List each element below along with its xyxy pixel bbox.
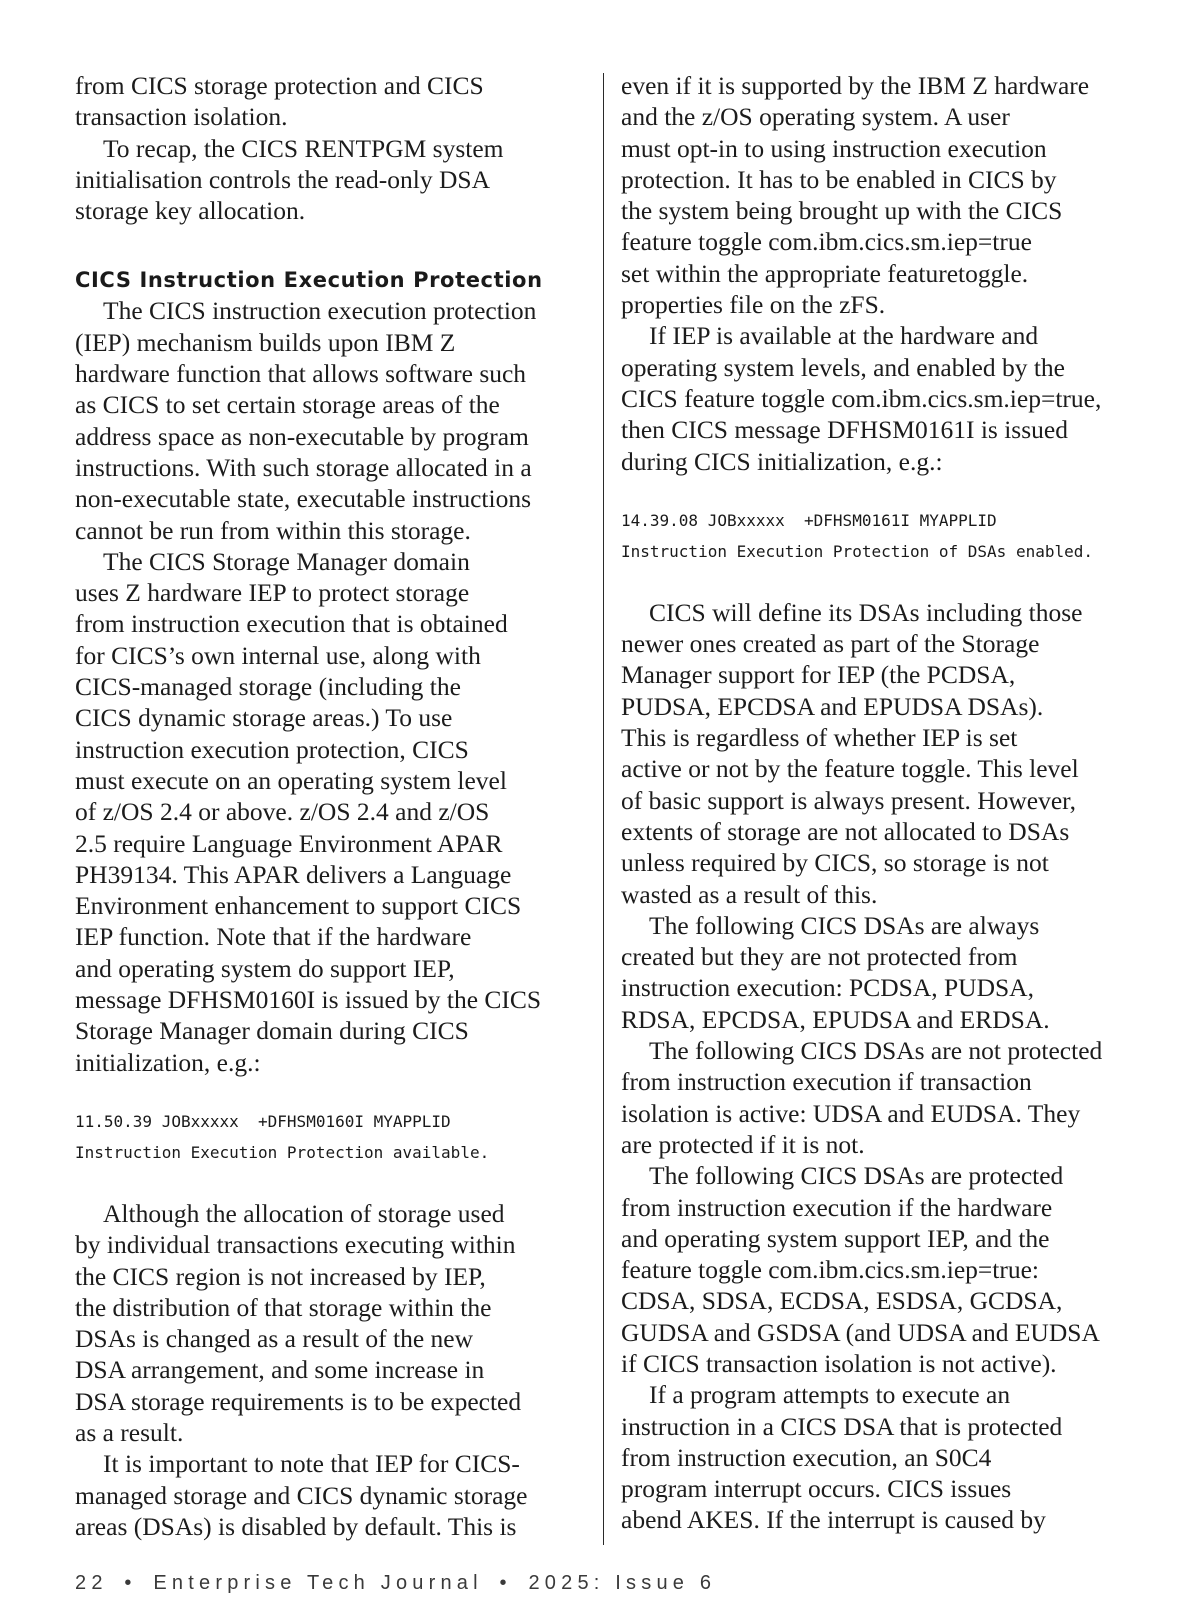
issue-label: 2025: Issue 6 [528, 1572, 717, 1594]
code-block [621, 505, 1136, 567]
publication-name: Enterprise Tech Journal [153, 1572, 483, 1594]
paragraph: Although the allocation of storage used by individual transactions executing within the CICS region is not increased by IEP, the distribution of that storage within the DSAs is changed as a result of the new DSA arrangement, and some increase in DSA storage requirements is to be expected as a result. [75, 1198, 522, 1447]
bullet-separator: • [499, 1572, 512, 1594]
column-divider [603, 73, 604, 1545]
right-column [621, 70, 1136, 1536]
paragraph: If a program attempts to execute an instruction in a CICS DSA that is protected from instruction execution, an S0C4 program interrupt occurs. CICS issues abend AKES. If the interrupt is caused by [621, 1380, 1063, 1535]
paragraph: If IEP is available at the hardware and operating system levels, and enabled by the CICS feature toggle com.ibm.cics.sm.iep=true, then CICS message DFHSM0161I is issued during CICS initialization, e.g.: [621, 321, 1102, 476]
section-heading: CICS Instruction Execution Protection [75, 268, 543, 293]
paragraph: even if it is supported by the IBM Z hardware and the z/OS operating system. A user must opt-in to using instruction execution protection. It has to be enabled in CICS by the system being brought up with the CICS feature toggle com.ibm.cics.sm.iep=true set within the appropriate featuretoggle. properties file on the zFS. [621, 71, 1090, 320]
paragraph: from CICS storage protection and CICS transaction isolation. [75, 71, 484, 132]
paragraph: The CICS Storage Manager domain uses Z hardware IEP to protect storage from instruction execution that is obtained for CICS’s own internal use, along with CICS-managed storage (including the CICS dynamic storage areas.) To use instruction execution protection, CICS must execute on an operating system level of z/OS 2.4 or above. z/OS 2.4 and z/OS 2.5 require Language Environment APAR PH39134. This APAR delivers a Language Environment enhancement to support CICS IEP function. Note that if the hardware and operating system do support IEP, message DFHSM0160I is issued by the CICS Storage Manager domain during CICS initialization, e.g.: [75, 546, 542, 1077]
paragraph: The following CICS DSAs are not protected from instruction execution if transaction isolation is active: UDSA and EUDSA. They are protected if it is not. [621, 1036, 1103, 1159]
code-line: 14.39.08 JOBxxxxx +DFHSM0161I MYAPPLID [621, 510, 997, 530]
paragraph: To recap, the CICS RENTPGM system initialisation controls the read-only DSA storage key allocation. [75, 133, 504, 226]
code-line: 11.50.39 JOBxxxxx +DFHSM0160I MYAPPLID [75, 1111, 451, 1131]
code-line: Instruction Execution Protection of DSAs enabled. [621, 541, 1094, 561]
page-footer [75, 1572, 716, 1595]
paragraph: The following CICS DSAs are protected from instruction execution if the hardware and operating system support IEP, and the feature toggle com.ibm.cics.sm.iep=true: CDSA, SDSA, ECDSA, ESDSA, GCDSA, GUDSA and GSDSA (and UDSA and EUDSA if CICS transaction isolation is not active). [621, 1161, 1100, 1378]
code-block [75, 1106, 580, 1168]
paragraph: The CICS instruction execution protection (IEP) mechanism builds upon IBM Z hardware function that allows software such as CICS to set certain storage areas of the address space as non-executable by program instructions. With such storage allocated in a non-executable state, executable instructions cannot be run from within this storage. [75, 296, 537, 545]
left-column [75, 70, 580, 1542]
bullet-separator: • [124, 1572, 137, 1594]
paragraph: The following CICS DSAs are always created but they are not protected from instruction execution: PCDSA, PUDSA, RDSA, EPCDSA, EPUDSA and ERDSA. [621, 910, 1050, 1034]
paragraph: CICS will define its DSAs including those newer ones created as part of the Storage Manager support for IEP (the PCDSA, PUDSA, EPCDSA and EPUDSA DSAs). This is regardless of whether IEP is set active or not by the feature toggle. This level of basic support is always present. However, extents of storage are not allocated to DSAs unless required by CICS, so storage is not wasted as a result of this. [621, 597, 1083, 909]
page-number: 22 [75, 1572, 108, 1594]
paragraph: It is important to note that IEP for CICS- managed storage and CICS dynamic storage areas (DSAs) is disabled by default. This is [75, 1449, 528, 1541]
code-line: Instruction Execution Protection available. [75, 1142, 490, 1162]
